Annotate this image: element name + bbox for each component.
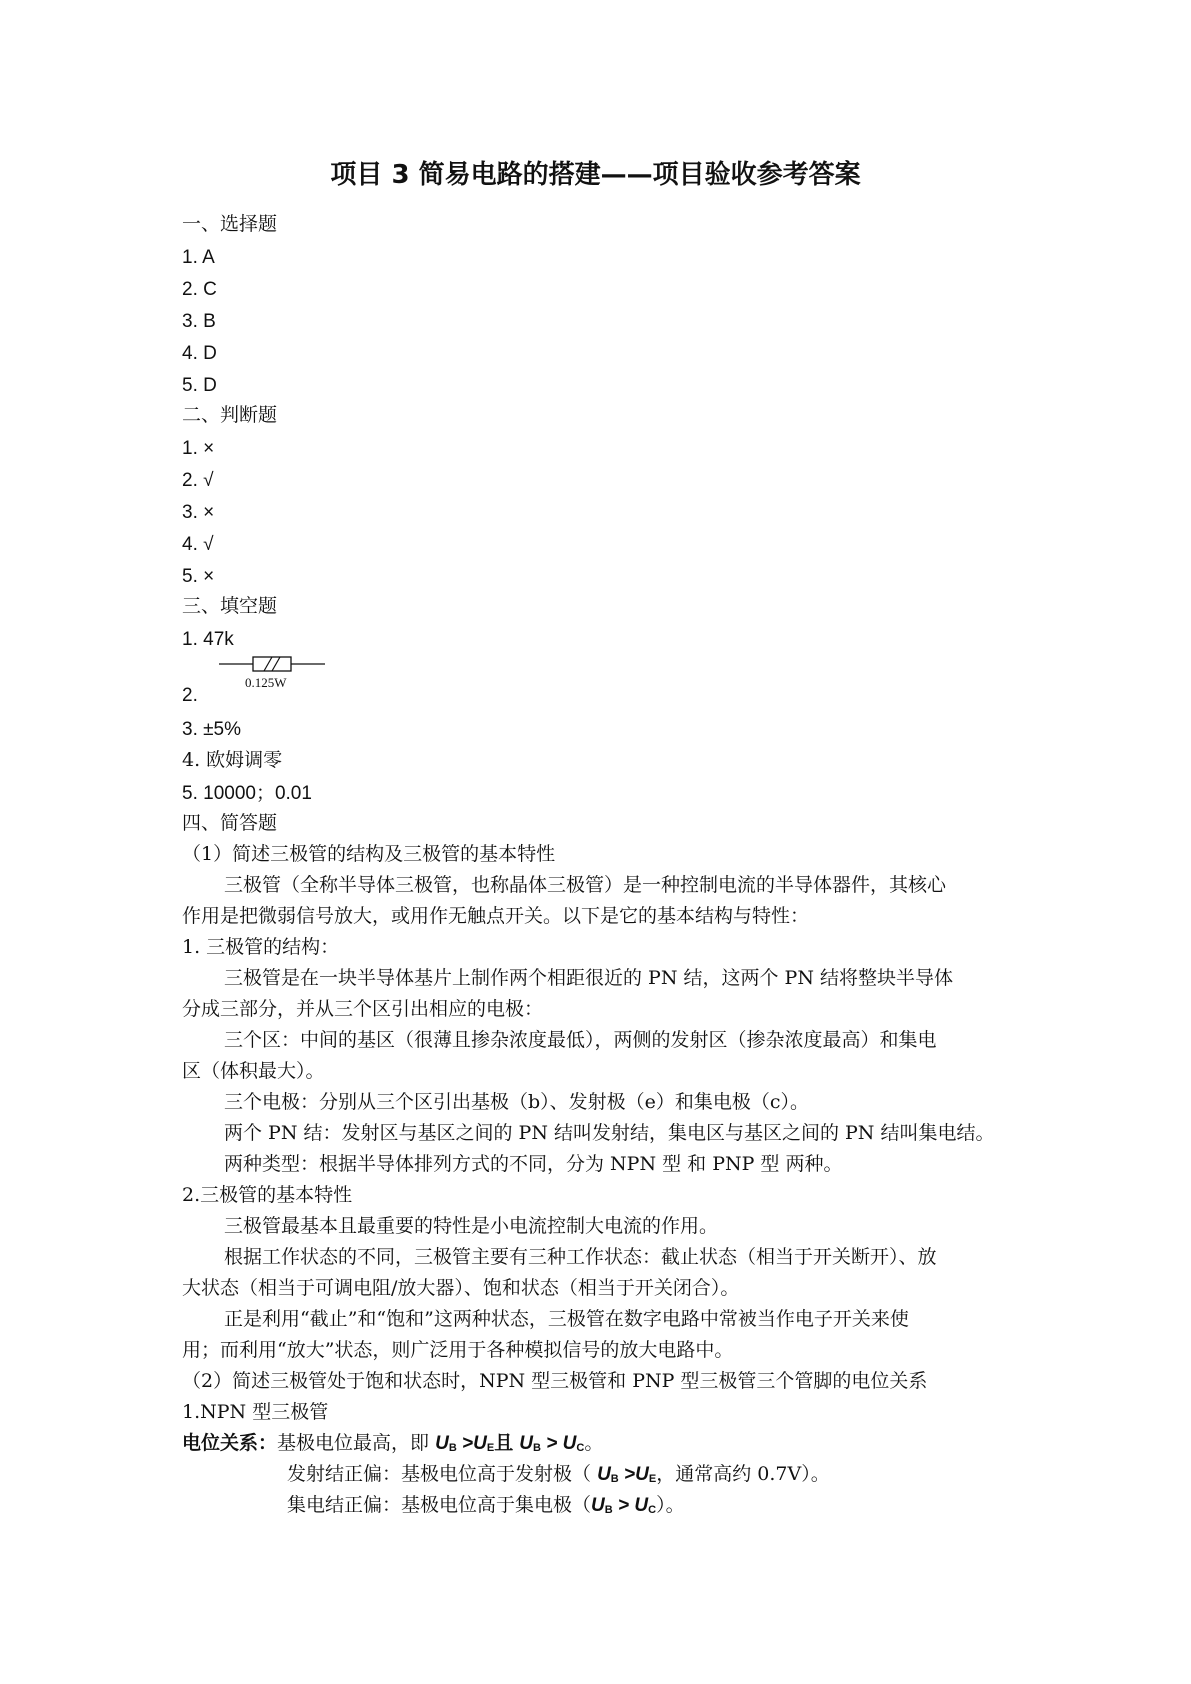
fill-answer-2: 2. [182,685,198,706]
q1-intro-line-1: 三极管（全称半导体三极管，也称晶体三极管）是一种控制电流的半导体器件，其核心 [224,874,947,896]
q1-structure-p2-line-2: 区（体积最大）。 [182,1060,325,1082]
q2-collector-junction: 集电结正偏：基极电位高于集电极$(U_B > U_C)$。 [287,1494,685,1516]
q1-characteristics-p3-line-2: 用；而利用“放大”状态，则广泛用于各种模拟信号的放大电路中。 [182,1339,734,1361]
page-title: 项目 3 简易电路的搭建——项目验收参考答案 [330,160,861,190]
resistor-power-label: 0.125W [245,675,287,690]
fill-answer-3: 3. ±5% [182,719,242,740]
choice-answer-1: 1. A [182,247,215,268]
fill-answer-1: 1. 47k [182,629,234,650]
section-heading-judge: 二、判断题 [182,404,278,426]
fill-answer-4: 4. 欧姆调零 [182,749,283,771]
q2-potential-relation: 电位关系：基极电位最高，即 $U_B >U_E$且 $U_B > U_C$。 [182,1432,604,1454]
q2-npn-heading: 1.NPN 型三极管 [182,1401,329,1423]
judge-answer-2: 2. √ [182,470,214,491]
fill-answer-5: 5. 10000；0.01 [182,783,312,804]
q1-structure-p1-line-1: 三极管是在一块半导体基片上制作两个相距很近的 PN 结，这两个 PN 结将整块半导体 [224,967,953,989]
question-2-title: （2）简述三极管处于饱和状态时，NPN 型三极管和 PNP 型三极管三个管脚的电位关系 [182,1370,928,1392]
judge-answer-5: 5. × [182,566,215,587]
question-1-title: （1）简述三极管的结构及三极管的基本特性 [182,843,556,865]
choice-answer-2: 2. C [182,279,217,300]
q1-structure-p2-line-1: 三个区：中间的基区（很薄且掺杂浓度最低），两侧的发射区（掺杂浓度最高）和集电 [224,1029,937,1051]
q1-structure-p5: 两种类型：根据半导体排列方式的不同，分为 NPN 型 和 PNP 型 两种。 [224,1153,843,1175]
section-heading-fill: 三、填空题 [182,595,278,617]
choice-answer-4: 4. D [182,343,217,364]
q1-characteristics-heading: 2.三极管的基本特性 [182,1184,353,1206]
section-heading-choice: 一、选择题 [182,213,278,235]
q1-structure-p4: 两个 PN 结：发射区与基区之间的 PN 结叫发射结，集电区与基区之间的 PN 结叫集电结。 [224,1122,995,1144]
section-heading-short-answer: 四、简答题 [182,812,278,834]
q1-characteristics-p1: 三极管最基本且最重要的特性是小电流控制大电流的作用。 [224,1215,719,1237]
choice-answer-3: 3. B [182,311,216,332]
q1-characteristics-p2-line-1: 根据工作状态的不同，三极管主要有三种工作状态：截止状态（相当于开关断开）、放 [224,1246,937,1268]
judge-answer-1: 1. × [182,438,215,459]
q1-intro-line-2: 作用是把微弱信号放大，或用作无触点开关。以下是它的基本结构与特性： [182,905,810,927]
choice-answer-5: 5. D [182,375,217,396]
judge-answer-3: 3. × [182,502,215,523]
q1-characteristics-p3-line-1: 正是利用“截止”和“饱和”这两种状态，三极管在数字电路中常被当作电子开关来使 [224,1308,909,1330]
q1-characteristics-p2-line-2: 大状态（相当于可调电阻/放大器）、饱和状态（相当于开关闭合）。 [182,1277,740,1299]
potential-relation-label: 电位关系： [182,1432,278,1454]
q2-emitter-junction: 发射结正偏：基极电位高于发射极（ $U_B >U_E$，通常高约 0.7V）。 [287,1463,830,1485]
q1-structure-heading: 1. 三极管的结构： [182,936,340,958]
judge-answer-4: 4. √ [182,534,214,555]
and-word: 且 [494,1432,514,1454]
q1-structure-p1-line-2: 分成三部分，并从三个区引出相应的电极： [182,998,544,1020]
q1-structure-p3: 三个电极：分别从三个区引出基极（b）、发射极（e）和集电极（c）。 [224,1091,810,1113]
potential-relation-text: 基极电位最高，即 [277,1432,430,1454]
resistor-symbol [215,648,335,690]
